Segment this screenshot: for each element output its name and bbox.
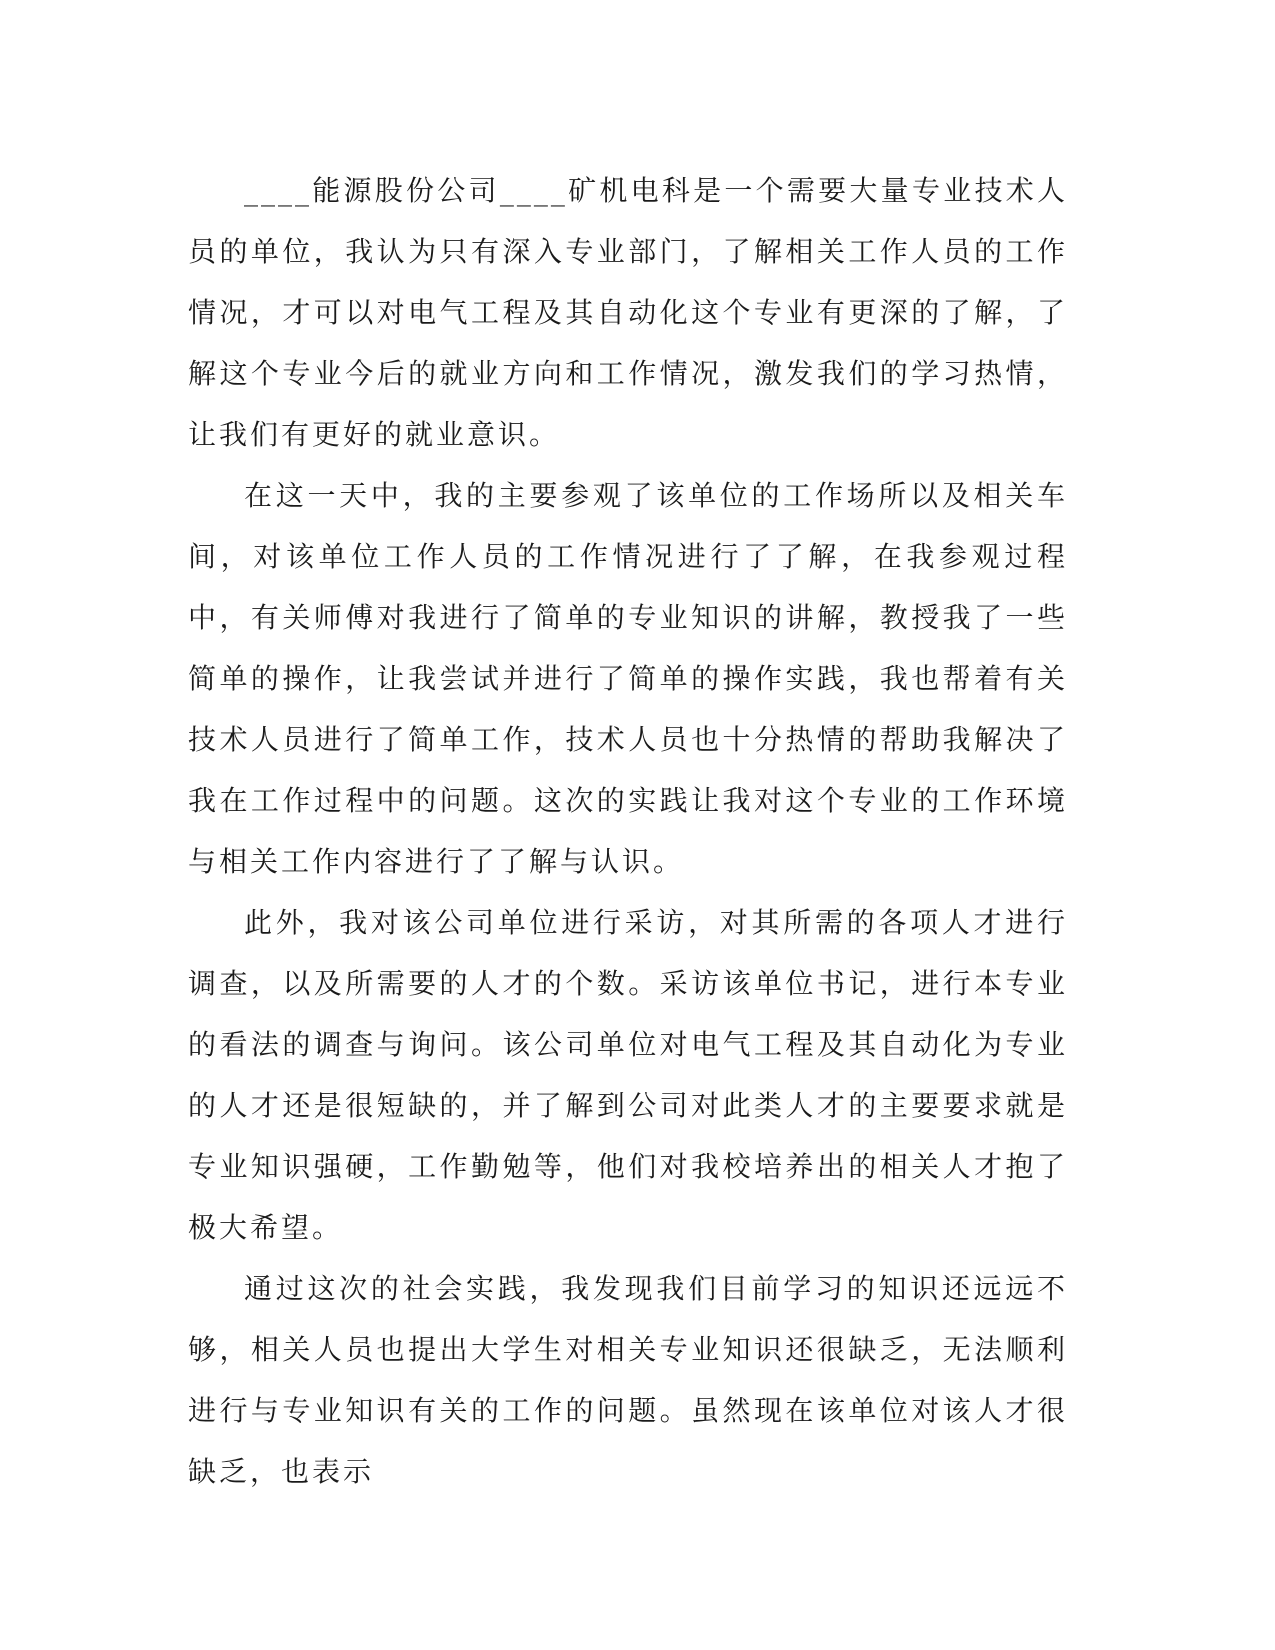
document-body [188,160,1068,1502]
paragraph-4: 通过这次的社会实践，我发现我们目前学习的知识还远远不够，相关人员也提出大学生对相关专业知识还很缺乏，无法顺利进行与专业知识有关的工作的问题。虽然现在该单位对该人才很缺乏，也表示 [188,1272,1068,1488]
paragraph-2: 在这一天中，我的主要参观了该单位的工作场所以及相关车间，对该单位工作人员的工作情况进行了了解，在我参观过程中，有关师傅对我进行了简单的专业知识的讲解，教授我了一些简单的操作，让我尝试并进行了简单的操作实践，我也帮着有关技术人员进行了简单工作，技术人员也十分热情的帮助我解决了我在工作过程中的问题。这次的实践让我对这个专业的工作环境与相关工作内容进行了了解与认识。 [188,479,1068,878]
paragraph-3: 此外，我对该公司单位进行采访，对其所需的各项人才进行调查，以及所需要的人才的个数。采访该单位书记，进行本专业的看法的调查与询问。该公司单位对电气工程及其自动化为专业的人才还是很短缺的，并了解到公司对此类人才的主要要求就是专业知识强硬，工作勤勉等，他们对我校培养出的相关人才抱了极大希望。 [188,906,1068,1244]
paragraph-1: ____能源股份公司____矿机电科是一个需要大量专业技术人员的单位，我认为只有深入专业部门，了解相关工作人员的工作情况，才可以对电气工程及其自动化这个专业有更深的了解，了解这个专业今后的就业方向和工作情况，激发我们的学习热情，让我们有更好的就业意识。 [188,174,1068,451]
